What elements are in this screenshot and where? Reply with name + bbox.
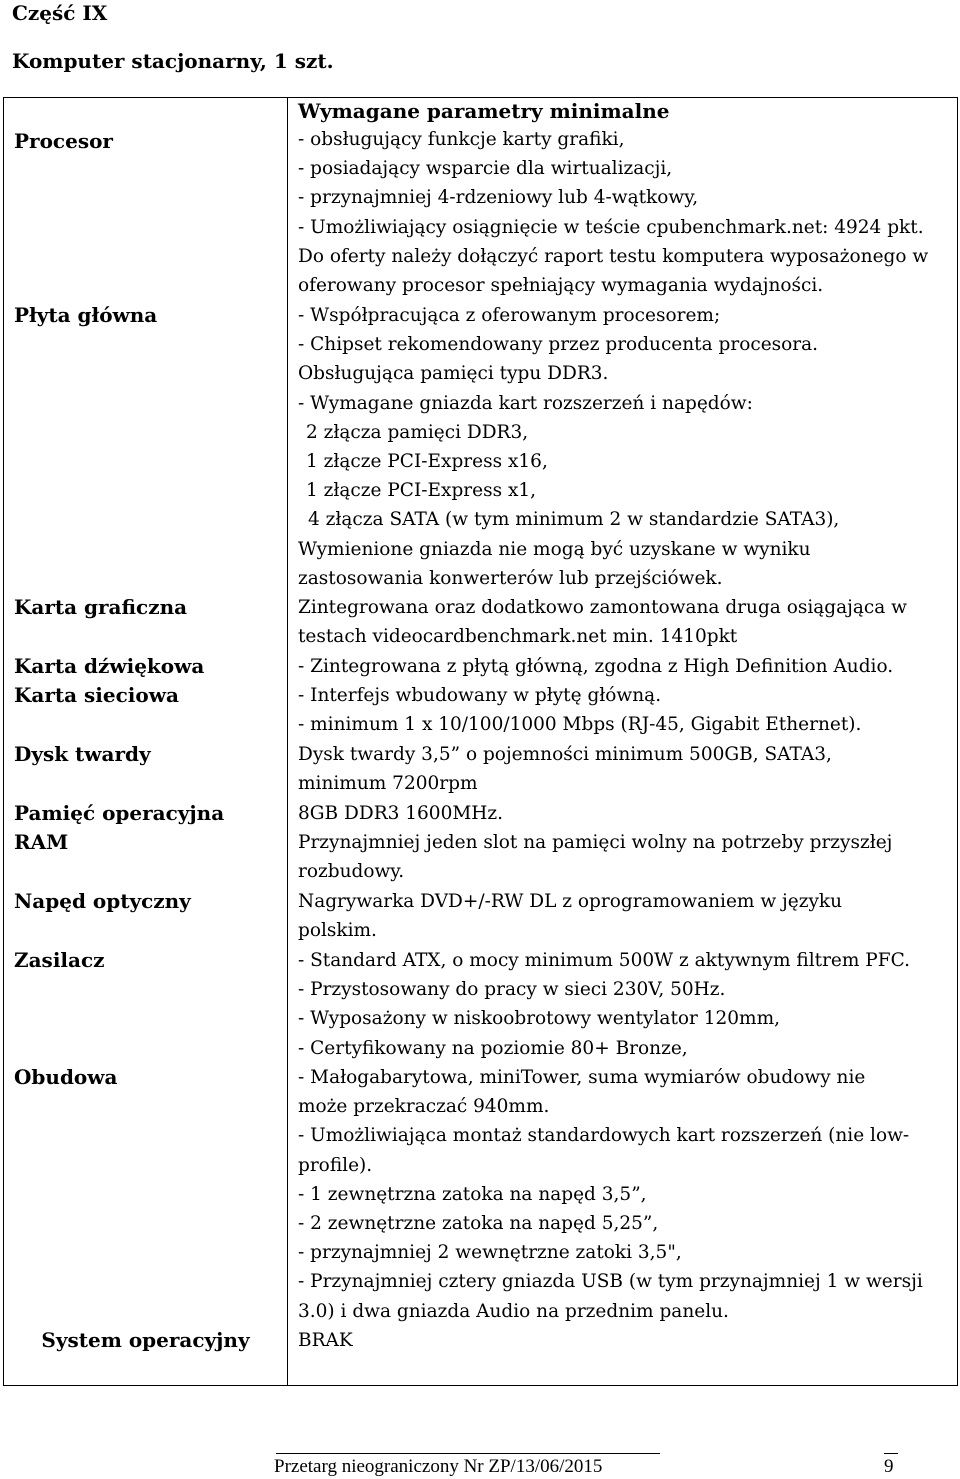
row-value-system-operacyjny <box>298 1326 958 1355</box>
value-line: BRAK <box>298 1330 353 1351</box>
row-value-obudowa <box>298 1063 958 1326</box>
row-value-plyta-glowna <box>298 301 958 593</box>
value-line: oferowany procesor spełniający wymagania wydajności. <box>298 274 824 296</box>
part-title: Część IX <box>12 1 108 25</box>
footer-rule-right <box>884 1453 898 1454</box>
value-line: - Przystosowany do pracy w sieci 230V, 50Hz. <box>298 979 726 1001</box>
value-line: - posiadający wsparcie dla wirtualizacji, <box>298 158 673 180</box>
row-label-plyta-glowna: Płyta główna <box>14 303 158 327</box>
value-line: - Interfejs wbudowany w płytę główną. <box>298 685 662 706</box>
value-line: Do oferty należy dołączyć raport testu komputera wyposażonego w <box>298 245 929 267</box>
value-line: minimum 7200rpm <box>298 773 478 795</box>
value-line: może przekraczać 940mm. <box>298 1096 550 1118</box>
value-line: Obsługująca pamięci typu DDR3. <box>298 363 609 385</box>
value-line: polskim. <box>298 920 377 942</box>
value-line: - przynajmniej 2 wewnętrzne zatoki 3,5", <box>298 1242 682 1264</box>
value-line: testach videocardbenchmark.net min. 1410pkt <box>298 626 738 648</box>
row-label-obudowa: Obudowa <box>14 1065 118 1089</box>
value-line: 1 złącze PCI-Express x16, <box>306 450 548 472</box>
value-line: - przynajmniej 4-rdzeniowy lub 4-wątkowy, <box>298 187 699 209</box>
page-number: 9 <box>884 1456 894 1477</box>
value-line: - 1 zewnętrzna zatoka na napęd 3,5”, <box>298 1183 647 1205</box>
row-value-naped-optyczny <box>298 887 958 945</box>
value-line: - Umożliwiająca montaż standardowych kart rozszerzeń (nie low- <box>298 1125 910 1147</box>
value-line: - Umożliwiający osiągnięcie w teście cpubenchmark.net: 4924 pkt. <box>298 216 924 238</box>
footer-text: Przetarg nieograniczony Nr ZP/13/06/2015 <box>274 1456 603 1477</box>
row-label-karta-sieciowa: Karta sieciowa <box>14 683 179 707</box>
row-value-pamiec <box>298 799 958 887</box>
row-value-karta-sieciowa <box>298 681 958 739</box>
value-line: - Wyposażony w niskoobrotowy wentylator 120mm, <box>298 1008 781 1030</box>
value-line: - Chipset rekomendowany przez producenta procesora. <box>298 334 819 356</box>
row-label-ram: RAM <box>14 830 69 854</box>
value-line: - Współpracująca z oferowanym procesorem; <box>298 305 721 326</box>
value-line: - Małogabarytowa, miniTower, suma wymiarów obudowy nie <box>298 1067 866 1088</box>
value-line: Wymienione gniazda nie mogą być uzyskane w wyniku <box>298 538 811 560</box>
value-line: zastosowania konwerterów lub przejściówek. <box>298 567 723 589</box>
row-value-karta-graficzna <box>298 593 958 651</box>
value-line: - Standard ATX, o mocy minimum 500W z aktywnym filtrem PFC. <box>298 950 910 971</box>
row-label-zasilacz: Zasilacz <box>14 948 105 972</box>
row-label-naped-optyczny: Napęd optyczny <box>14 889 191 913</box>
value-line: - 2 zewnętrzne zatoka na napęd 5,25”, <box>298 1212 659 1234</box>
row-label-procesor: Procesor <box>14 129 113 153</box>
value-line: rozbudowy. <box>298 861 405 883</box>
footer-rule-left <box>276 1453 660 1454</box>
value-line: 2 złącza pamięci DDR3, <box>306 421 529 443</box>
row-label-system-operacyjny: System operacyjny <box>41 1328 250 1352</box>
value-line: 8GB DDR3 1600MHz. <box>298 803 504 824</box>
value-line: - Zintegrowana z płytą główną, zgodna z High Definition Audio. <box>298 656 894 677</box>
column-divider <box>287 98 288 1385</box>
value-line: profile). <box>298 1154 373 1176</box>
row-label-karta-graficzna: Karta graficzna <box>14 595 188 619</box>
value-line: - Przynajmniej cztery gniazda USB (w tym przynajmniej 1 w wersji <box>298 1271 923 1293</box>
spec-table <box>3 97 958 1386</box>
item-title: Komputer stacjonarny, 1 szt. <box>12 49 334 73</box>
value-line: 4 złącza SATA (w tym minimum 2 w standardzie SATA3), <box>308 509 840 531</box>
column-heading: Wymagane parametry minimalne <box>298 99 670 123</box>
value-line: - obsługujący funkcje karty grafiki, <box>298 129 625 150</box>
value-line: 1 złącze PCI-Express x1, <box>306 480 537 502</box>
row-value-dysk-twardy <box>298 740 958 798</box>
value-line: - Certyfikowany na poziomie 80+ Bronze, <box>298 1037 688 1059</box>
value-line: - Wymagane gniazda kart rozszerzeń i napędów: <box>298 392 753 414</box>
value-line: Dysk twardy 3,5” o pojemności minimum 500GB, SATA3, <box>298 744 832 765</box>
row-value-zasilacz <box>298 946 958 1063</box>
value-line: Nagrywarka DVD+/-RW DL z oprogramowaniem w języku <box>298 891 843 912</box>
row-label-karta-dzwiekowa: Karta dźwiękowa <box>14 654 205 678</box>
row-value-karta-dzwiekowa <box>298 652 958 681</box>
row-value-procesor <box>298 125 958 300</box>
row-label-dysk-twardy: Dysk twardy <box>14 742 151 766</box>
value-line: 3.0) i dwa gniazda Audio na przednim panelu. <box>298 1300 729 1322</box>
row-label-pamiec-operacyjna: Pamięć operacyjna <box>14 801 225 825</box>
value-line: Przynajmniej jeden slot na pamięci wolny na potrzeby przyszłej <box>298 832 893 854</box>
value-line: Zintegrowana oraz dodatkowo zamontowana druga osiągająca w <box>298 597 908 618</box>
value-line: - minimum 1 x 10/100/1000 Mbps (RJ-45, Gigabit Ethernet). <box>298 714 862 736</box>
